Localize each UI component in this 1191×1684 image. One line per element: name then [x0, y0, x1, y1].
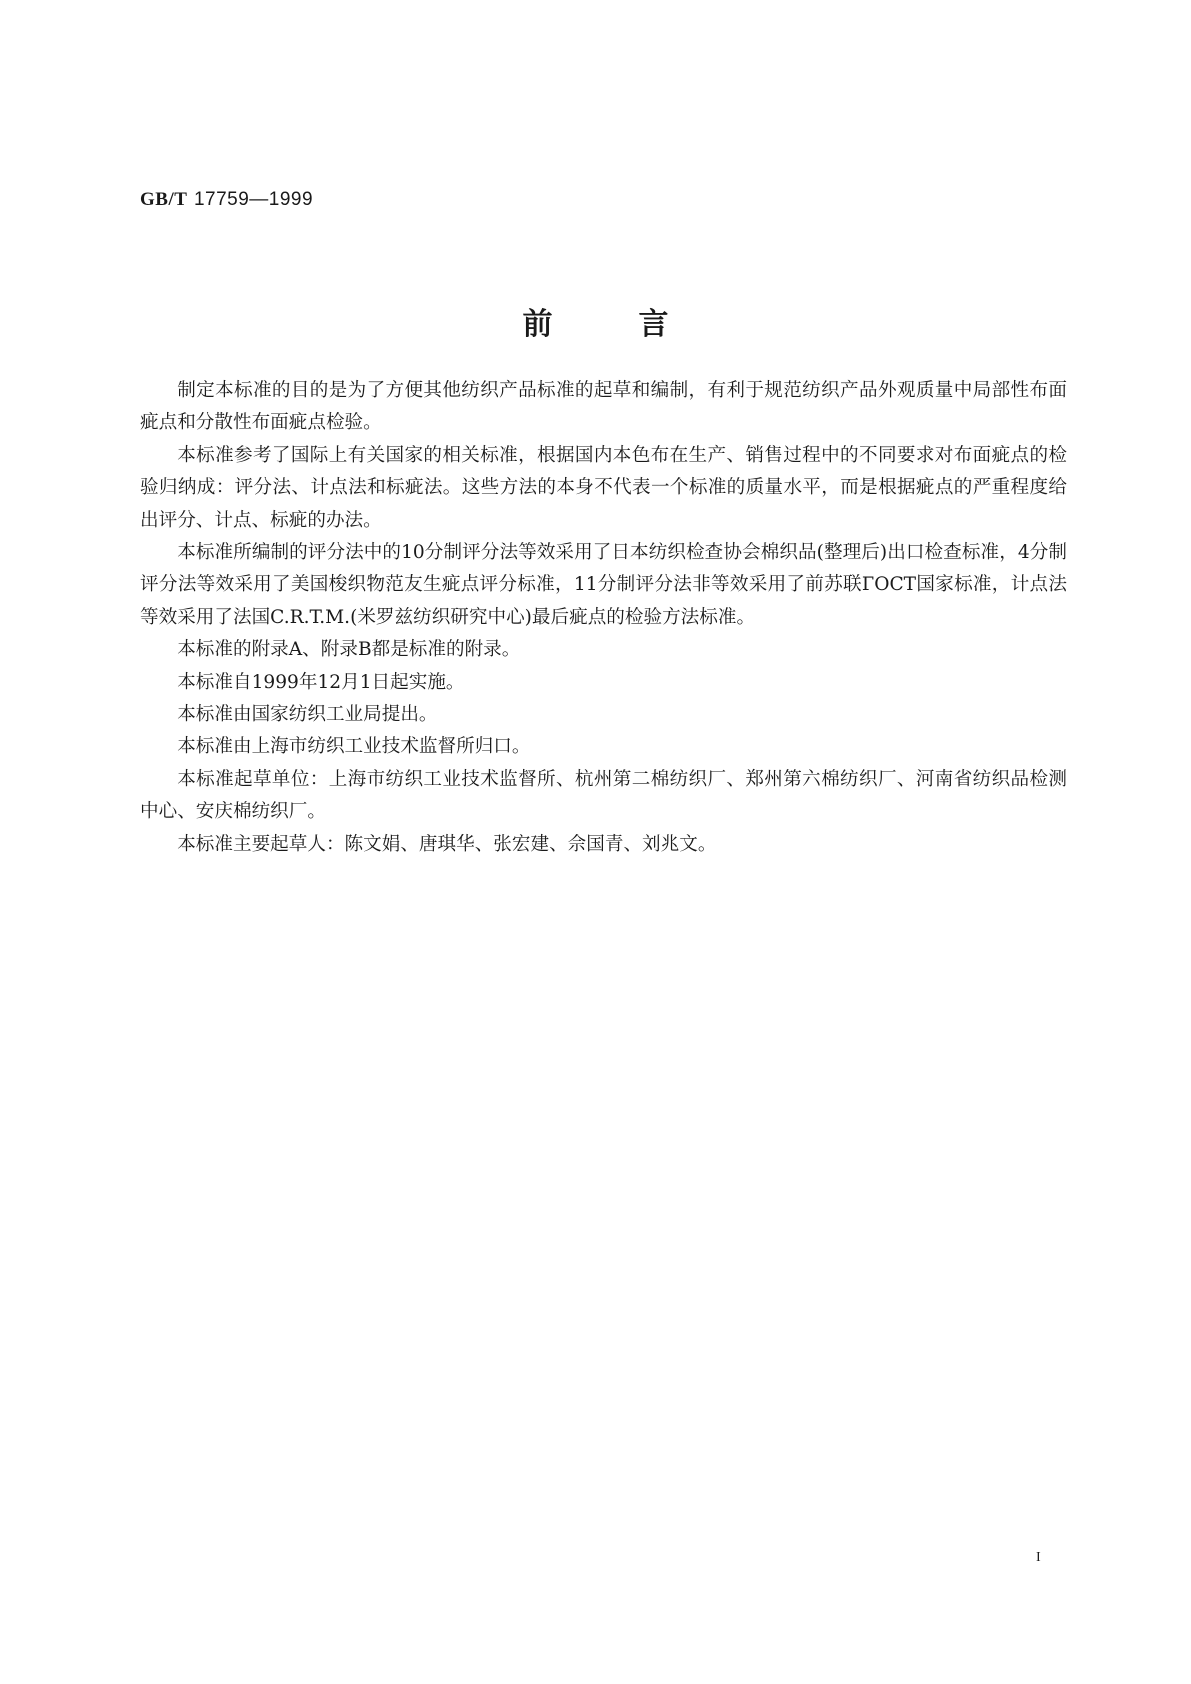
paragraph: 本标准所编制的评分法中的10分制评分法等效采用了日本纺织检查协会棉织品(整理后)出口检查标准，4分制评分法等效采用了美国梭织物范友生疵点评分标准，11分制评分法非等效采用了前苏联ГОСТ国家标准，计点法等效采用了法国C.R.T.M.(米罗兹纺织研究中心)最后疵点的检验方法标准。: [140, 542, 1067, 628]
paragraph: 本标准主要起草人：陈文娟、唐琪华、张宏建、佘国青、刘兆文。: [177, 833, 717, 855]
paragraph: 本标准自1999年12月1日起实施。: [177, 671, 465, 693]
paragraph: 本标准由上海市纺织工业技术监督所归口。: [177, 736, 531, 758]
foreword-body: [140, 375, 1067, 861]
paragraph: 制定本标准的目的是为了方便其他纺织产品标准的起草和编制，有利于规范纺织产品外观质量中局部性布面疵点和分散性布面疵点检验。: [140, 380, 1067, 434]
standard-code: [140, 188, 313, 211]
standard-code-number: 17759—1999: [193, 189, 314, 210]
page-number: I: [1036, 1550, 1041, 1565]
paragraph: 本标准由国家纺织工业局提出。: [177, 704, 438, 726]
page-title: 前言: [522, 307, 755, 342]
paragraph: 本标准参考了国际上有关国家的相关标准，根据国内本色布在生产、销售过程中的不同要求对布面疵点的检验归纳成：评分法、计点法和标疵法。这些方法的本身不代表一个标准的质量水平，而是根据疵点的严重程度给出评分、计点、标疵的办法。: [140, 444, 1067, 531]
paragraph: 本标准的附录A、附录B都是标准的附录。: [177, 639, 521, 661]
standard-code-prefix: GB/T: [140, 189, 188, 210]
paragraph: 本标准起草单位：上海市纺织工业技术监督所、杭州第二棉纺织厂、郑州第六棉纺织厂、河南省纺织品检测中心、安庆棉纺织厂。: [140, 768, 1067, 823]
